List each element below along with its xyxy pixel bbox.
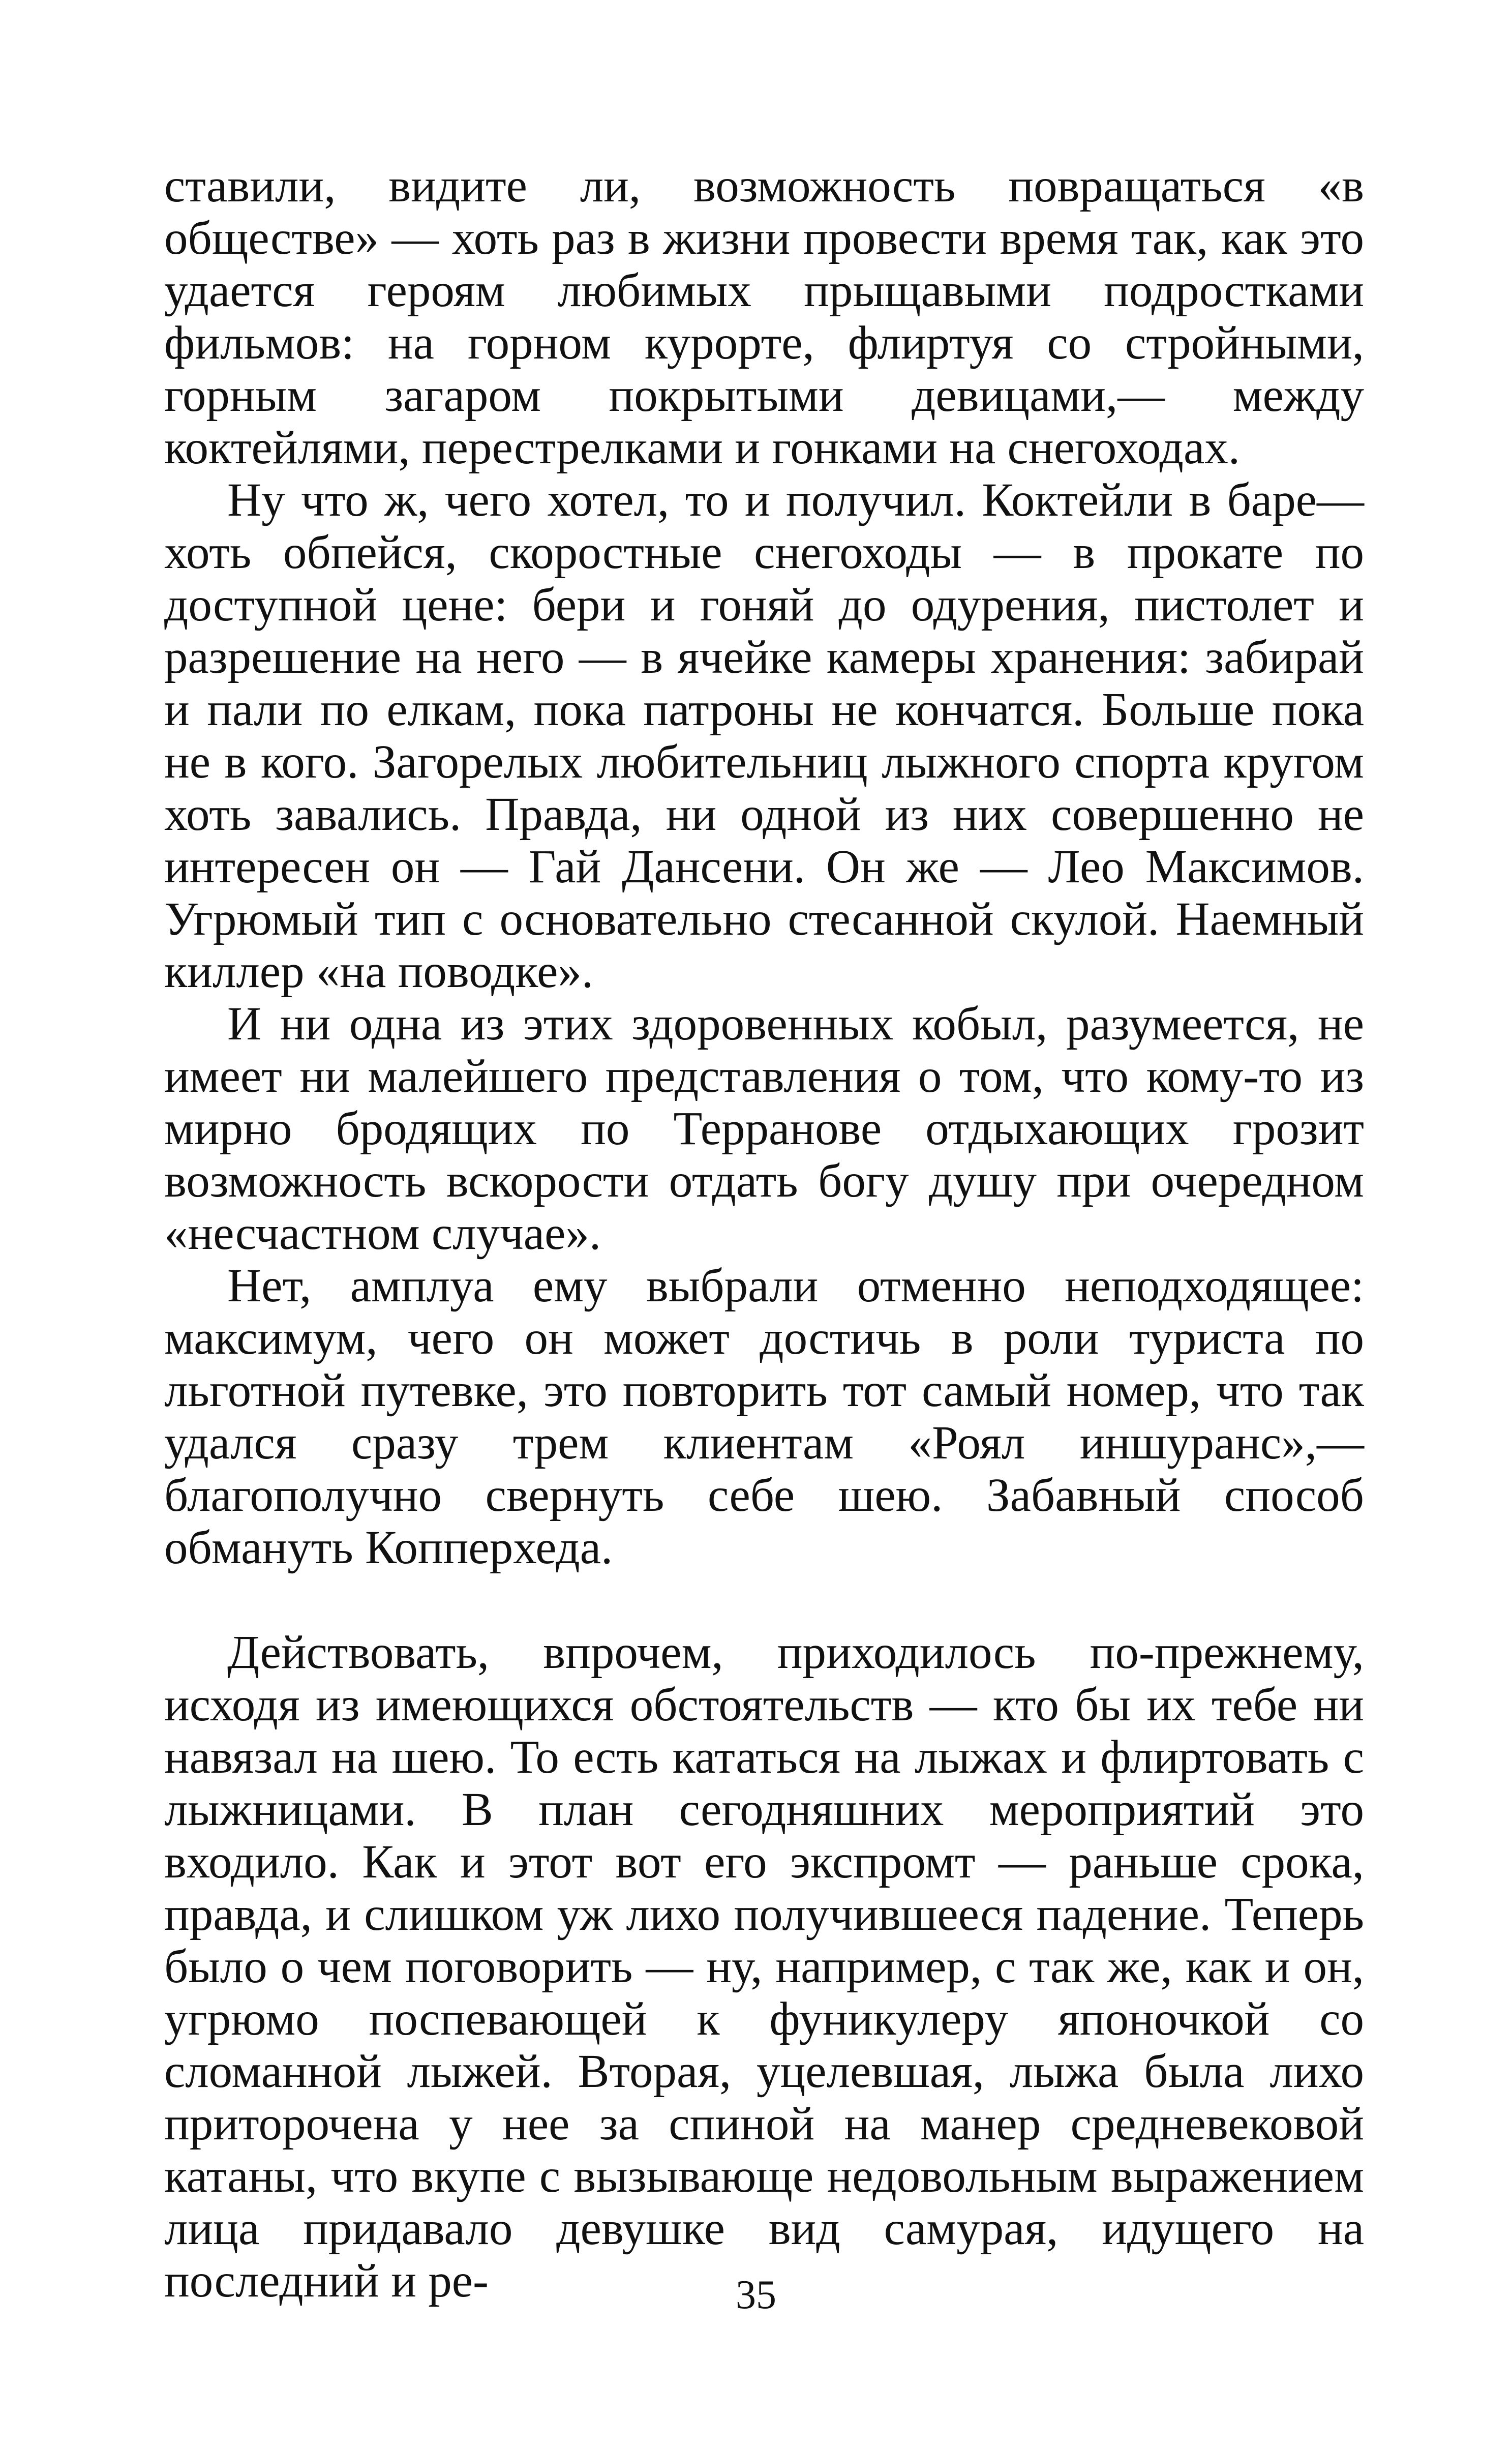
paragraph: Ну что ж, чего хотел, то и получил. Коктейли в баре— хоть обпейся, скоростные снегоходы — в прокате по доступной цене: бери и гоняй до одурения, пистолет и разрешение на него — в ячейке камеры хранения: забирай и пали по елкам, пока патроны не кончатся. Больше пока не в кого. Загорелых любительниц лыжного спорта кругом хоть завались. Правда, ни одной из них совершенно не интересен он — Гай Дансени. Он же — Лео Максимов. Угрюмый тип с основательно стесанной скулой. Наемный киллер «на поводке». — [164, 474, 1364, 998]
body-text — [164, 160, 1364, 2307]
paragraph: Нет, амплуа ему выбрали отменно неподходящее: максимум, чего он может достичь в роли туриста по льготной путевке, это повторить тот самый номер, что так удался сразу трем клиентам «Роял иншуранс»,— благополучно свернуть себе шею. Забавный способ обмануть Копперхеда. — [164, 1260, 1364, 1574]
page-number: 35 — [736, 2273, 776, 2317]
paragraph: ставили, видите ли, возможность повращаться «в обществе» — хоть раз в жизни провести время так, как это удается героям любимых прыщавыми подростками фильмов: на горном курорте, флиртуя со стройными, горным загаром покрытыми девицами,— между коктейлями, перестрелками и гонками на снегоходах. — [164, 160, 1364, 474]
paragraph: Действовать, впрочем, приходилось по-прежнему, исходя из имеющихся обстоятельств — кто бы их тебе ни навязал на шею. То есть кататься на лыжах и флиртовать с лыжницами. В план сегодняшних мероприятий это входило. Как и этот вот его экспромт — раньше срока, правда, и слишком уж лихо получившееся падение. Теперь было о чем поговорить — ну, например, с так же, как и он, угрюмо поспевающей к фуникулеру японочкой со сломанной лыжей. Вторая, уцелевшая, лыжа была лихо приторочена у нее за спиной на манер средневековой катаны, что вкупе с вызывающе недовольным выражением лица придавало девушке вид самурая, идущего на последний и ре- — [164, 1626, 1364, 2307]
paragraph: И ни одна из этих здоровенных кобыл, разумеется, не имеет ни малейшего представления о том, что кому-то из мирно бродящих по Терранове отдыхающих грозит возможность вскорости отдать богу душу при очередном «несчастном случае». — [164, 998, 1364, 1260]
